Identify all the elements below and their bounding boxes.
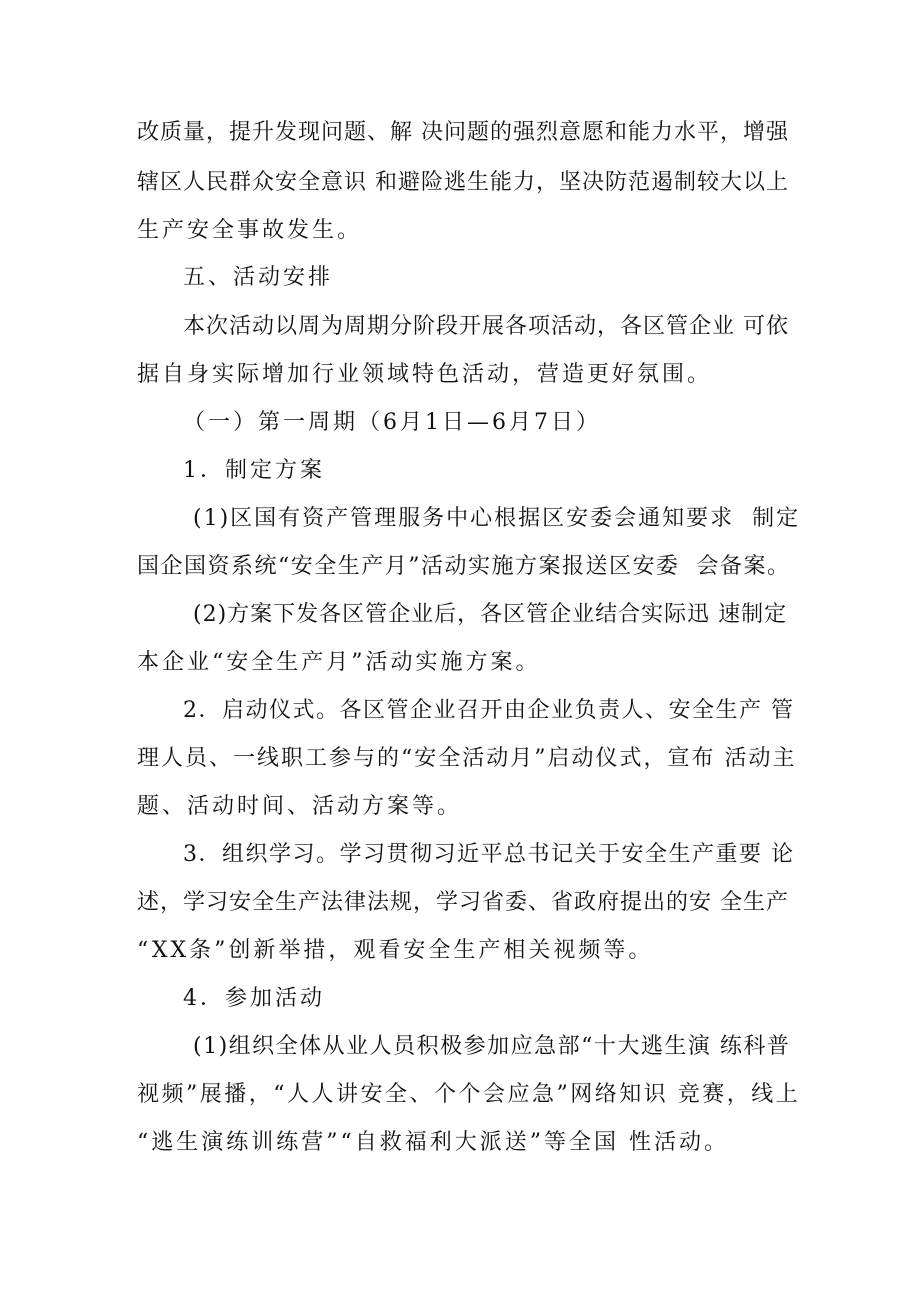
text-line: “逃生演练训练营”“自救福利大派送”等全国 性活动。 [137,1130,729,1155]
text-line: 题、活动时间、活动方案等。 [137,794,463,819]
text-line: 国企国资系统“安全生产月”活动实施方案报送区安委 会备案。 [137,554,791,579]
text-line: 述，学习安全生产法律法规，学习省委、省政府提出的安 全生产 [137,890,789,915]
item-heading: 4．参加活动 [183,986,325,1011]
text-line: 据自身实际增加行业领域特色活动，营造更好氛围。 [137,362,713,387]
text-line: (2)方案下发各区管企业后，各区管企业结合实际迅 速制定 [193,602,788,627]
text-line: 本次活动以周为周期分阶段开展各项活动，各区管企业 可依 [183,314,789,339]
text-line: “XX条”创新举措，观看安全生产相关视频等。 [137,938,654,963]
text-line: 视频”展播，“人人讲安全、个个会应急”网络知识 竞赛，线上 [137,1082,801,1107]
text-line: 改质量，提升发现问题、解 决问题的强烈意愿和能力水平，增强 [137,120,789,145]
text-line: 3．组织学习。学习贯彻习近平总书记关于安全生产重要 论 [183,842,795,867]
text-line: 2．启动仪式。各区管企业召开由企业负责人、安全生产 管 [183,698,795,723]
text-line: 辖区人民群众安全意识 和避险逃生能力，坚决防范遏制较大以上 [137,170,789,195]
text-line: (1)组织全体从业人员积极参加应急部“十大逃生演 练科普 [193,1034,791,1059]
text-line: 生产安全事故发生。 [137,218,363,243]
text-line: 理人员、一线职工参与的“安全活动月”启动仪式，宣布 活动主 [137,746,797,771]
text-line: (1)区国有资产管理服务中心根据区安委会通知要求 制定 [193,506,801,531]
text-line: 本企业“安全生产月”活动实施方案。 [137,650,541,675]
item-heading: 1．制定方案 [183,458,325,483]
subsection-heading: （一）第一周期（6月1日—6月7日） [183,410,601,435]
section-heading: 五、活动安排 [183,265,334,290]
